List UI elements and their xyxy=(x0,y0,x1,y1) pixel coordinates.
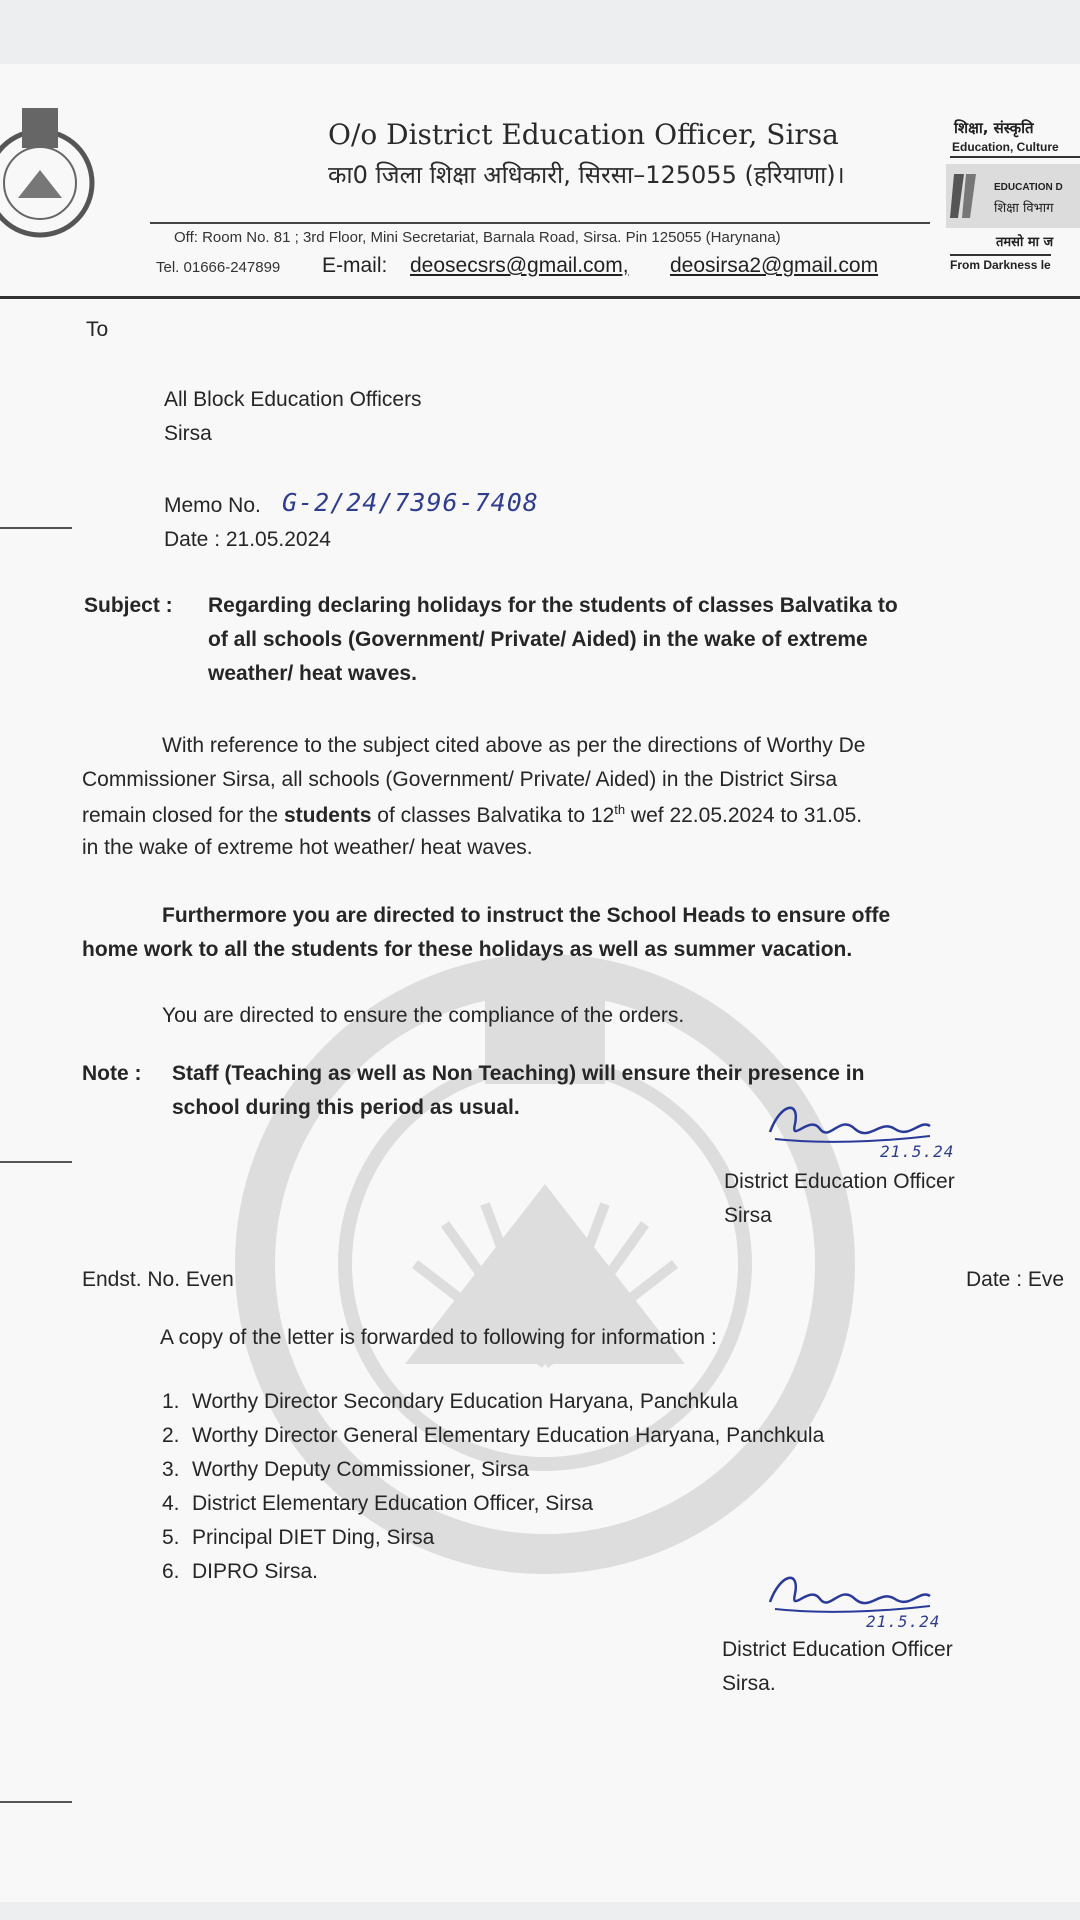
copy-list-item: 4. District Elementary Education Officer, Sirsa xyxy=(162,1492,594,1515)
haryana-emblem-logo xyxy=(0,88,112,238)
signatory-place: Sirsa xyxy=(724,1204,772,1227)
logo-department-english: EDUCATION D xyxy=(994,182,1063,193)
memo-label: Memo No. xyxy=(164,494,261,517)
note-label: Note : xyxy=(82,1062,142,1085)
signatory-title: District Education Officer xyxy=(724,1170,955,1193)
paragraph-directive: home work to all the students for these holidays as well as summer vacation. xyxy=(82,938,853,961)
note-text: school during this period as usual. xyxy=(172,1096,520,1119)
paragraph-reference: remain closed for the students of classes Balvatika to 12th wef 22.05.2024 to 31.05. xyxy=(82,802,863,827)
memo-number-handwritten: G-2/24/7396-7408 xyxy=(282,488,539,517)
margin-mark xyxy=(0,1801,72,1803)
copy-list-item: 5. Principal DIET Ding, Sirsa xyxy=(162,1526,435,1549)
margin-mark xyxy=(0,1161,72,1163)
logo-line-hindi: शिक्षा, संस्कृति xyxy=(954,119,1034,137)
paragraph-reference: in the wake of extreme hot weather/ heat waves. xyxy=(82,836,533,859)
subject-text: of all schools (Government/ Private/ Aided) in the wake of extreme xyxy=(208,628,868,651)
logo-line-english: Education, Culture xyxy=(952,140,1059,154)
logo-divider xyxy=(950,156,1080,158)
signature-date-handwritten: 21.5.24 xyxy=(866,1612,941,1631)
signature-date-handwritten: 21.5.24 xyxy=(880,1142,955,1161)
paragraph-directive: Furthermore you are directed to instruct the School Heads to ensure offe xyxy=(162,904,891,927)
education-logo-icon xyxy=(950,170,980,222)
paragraph-reference: Commissioner Sirsa, all schools (Government/ Private/ Aided) in the District Sirsa xyxy=(82,768,838,791)
logo-motto-hindi: तमसो मा ज xyxy=(996,235,1054,250)
email-link-secondary[interactable]: deosirsa2@gmail.com xyxy=(670,254,879,277)
letter-page xyxy=(0,64,1080,1902)
salutation-to: To xyxy=(86,318,109,341)
copy-forward-intro: A copy of the letter is forwarded to following for information : xyxy=(160,1326,717,1349)
office-address: Off: Room No. 81 ; 3rd Floor, Mini Secretariat, Barnala Road, Sirsa. Pin 125055 (Harynana) xyxy=(174,229,781,246)
office-title-english: O/o District Education Officer, Sirsa xyxy=(328,118,839,151)
paragraph-compliance: You are directed to ensure the compliance of the orders. xyxy=(162,1004,685,1027)
endorsement-number: Endst. No. Even xyxy=(82,1268,234,1291)
subject-label: Subject : xyxy=(84,594,173,617)
recipient-line: All Block Education Officers xyxy=(164,388,422,411)
note-text: Staff (Teaching as well as Non Teaching) will ensure their presence in xyxy=(172,1062,865,1085)
email-label: E-mail: xyxy=(322,254,388,277)
subject-text: Regarding declaring holidays for the students of classes Balvatika to xyxy=(208,594,898,617)
letter-date: Date : 21.05.2024 xyxy=(164,528,331,551)
office-telephone: Tel. 01666-247899 xyxy=(156,259,281,276)
subject-text: weather/ heat waves. xyxy=(208,662,417,685)
signatory-place: Sirsa. xyxy=(722,1672,776,1695)
email-link-primary[interactable]: deosecsrs@gmail.com, xyxy=(410,254,629,277)
endorsement-date: Date : Eve xyxy=(966,1268,1065,1291)
header-divider xyxy=(150,222,930,224)
signatory-title: District Education Officer xyxy=(722,1638,953,1661)
copy-list-item: 2. Worthy Director General Elementary Education Haryana, Panchkula xyxy=(162,1424,825,1447)
copy-list-item: 6. DIPRO Sirsa. xyxy=(162,1560,319,1583)
logo-department-hindi: शिक्षा विभाग xyxy=(994,201,1054,216)
office-title-hindi: का0 जिला शिक्षा अधिकारी, सिरसा–125055 (हरियाणा)। xyxy=(328,161,845,189)
logo-motto-english: From Darkness le xyxy=(950,254,1051,272)
copy-list-item: 3. Worthy Deputy Commissioner, Sirsa xyxy=(162,1458,529,1481)
header-bottom-rule xyxy=(0,296,1080,299)
margin-mark xyxy=(0,527,72,529)
recipient-place: Sirsa xyxy=(164,422,212,445)
copy-list-item: 1. Worthy Director Secondary Education Haryana, Panchkula xyxy=(162,1390,738,1413)
paragraph-reference: With reference to the subject cited above as per the directions of Worthy De xyxy=(162,734,866,757)
